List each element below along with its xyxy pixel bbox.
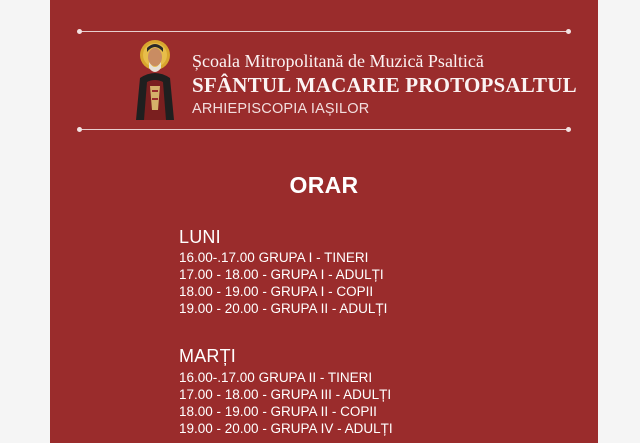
schedule-entry: 18.00 - 19.00 - GRUPA II - COPII bbox=[179, 404, 377, 419]
school-name-line2: SFÂNTUL MACARIE PROTOPSALTUL bbox=[192, 73, 577, 97]
schedule-entry: 17.00 - 18.00 - GRUPA I - ADULȚI bbox=[179, 267, 384, 282]
monday-schedule bbox=[179, 249, 387, 317]
schedule-entry: 18.00 - 19.00 - GRUPA I - COPII bbox=[179, 284, 374, 299]
schedule-entry: 17.00 - 18.00 - GRUPA III - ADULȚI bbox=[179, 387, 392, 402]
day-monday: LUNI bbox=[179, 227, 221, 247]
schedule-entry: 19.00 - 20.00 - GRUPA IV - ADULȚI bbox=[179, 421, 393, 436]
schedule-entry: 16.00-.17.00 GRUPA I - TINERI bbox=[179, 250, 369, 265]
school-name-line3: ARHIEPISCOPIA IAȘILOR bbox=[192, 101, 370, 117]
schedule-entry: 19.00 - 20.00 - GRUPA II - ADULȚI bbox=[179, 301, 388, 316]
tuesday-schedule bbox=[179, 369, 393, 437]
schedule-entry: 16.00-.17.00 GRUPA II - TINERI bbox=[179, 370, 373, 385]
schedule-heading: ORAR bbox=[289, 172, 359, 198]
school-name-line1: Școala Mitropolitană de Muzică Psaltică bbox=[192, 51, 484, 71]
header-divider-top bbox=[80, 31, 568, 32]
day-tuesday: MARȚI bbox=[179, 346, 236, 366]
header-divider-bottom bbox=[80, 129, 568, 130]
schedule-panel bbox=[50, 0, 598, 443]
saint-icon-portrait bbox=[130, 38, 180, 120]
